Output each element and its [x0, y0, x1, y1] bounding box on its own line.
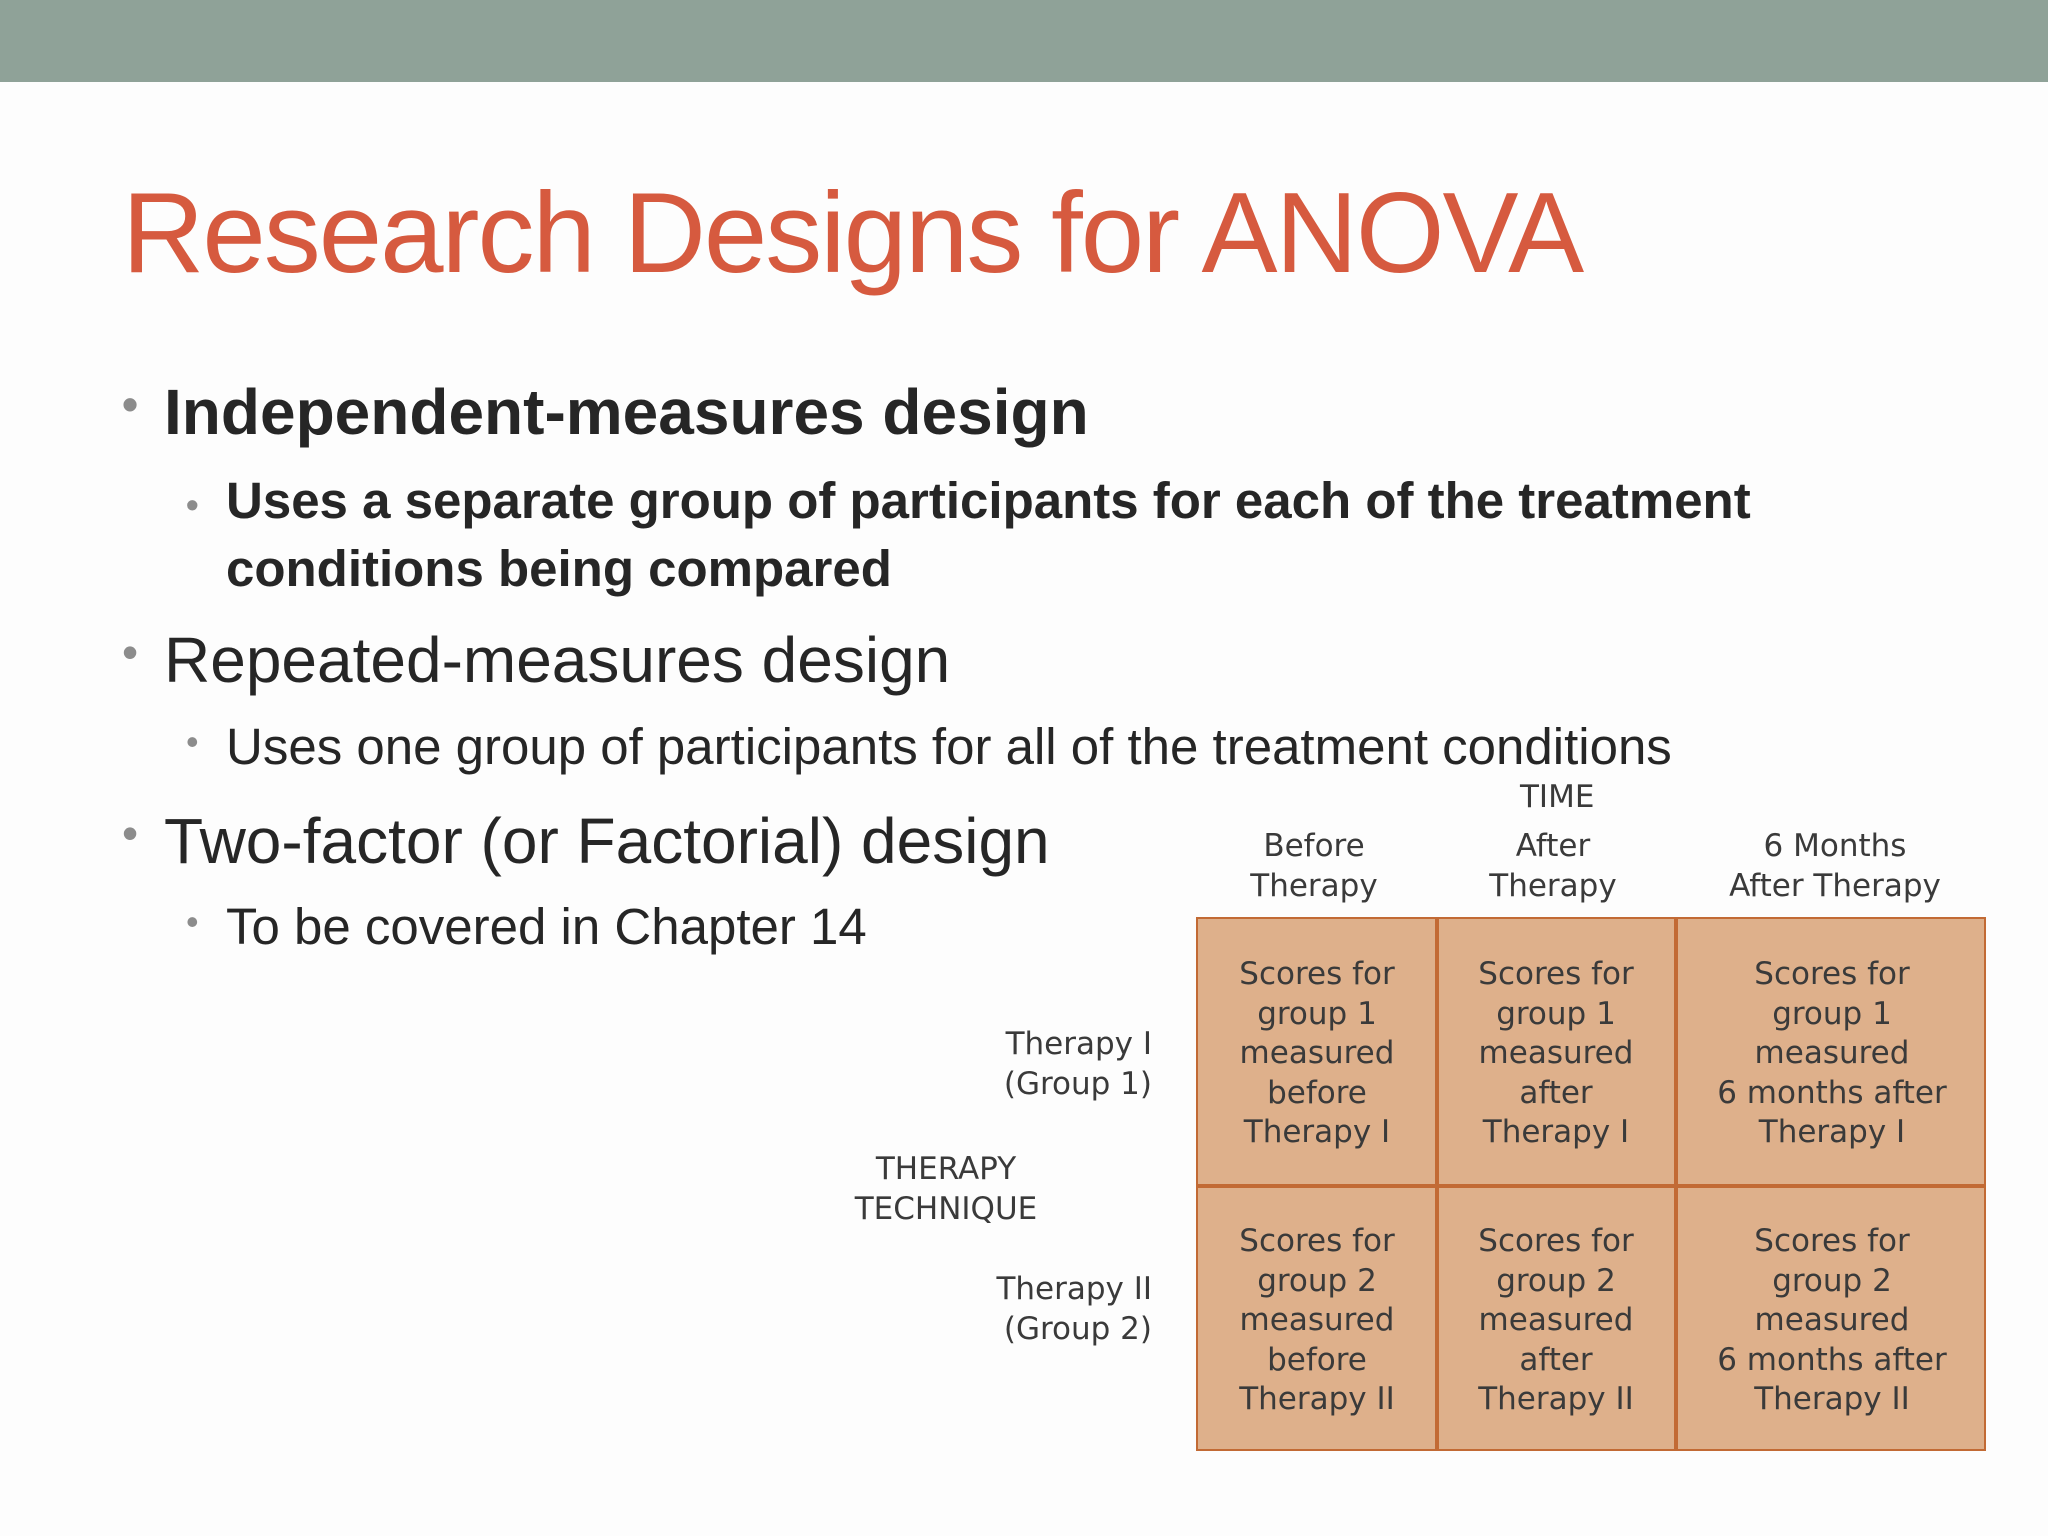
- cell-group1-after: Scores for group 1 measured after Therapy I: [1478, 956, 1634, 1150]
- column-header-after: After Therapy: [1489, 828, 1617, 904]
- cell-group1-6-months: Scores for group 1 measured 6 months after Therapy I: [1717, 956, 1947, 1150]
- sub-bullet-repeated-measures: • Uses one group of participants for all of the treatment conditions: [186, 718, 1672, 775]
- bullet-dot-icon: •: [186, 721, 199, 762]
- row-label-therapy-2: Therapy II (Group 2): [996, 1271, 1152, 1347]
- bullet-dot-icon: •: [186, 901, 199, 942]
- bullet-repeated-measures: • Repeated-measures design: [122, 624, 951, 696]
- bullet-dot-icon: •: [122, 807, 139, 859]
- top-accent-bar: [0, 0, 2048, 82]
- row-label-therapy-1: Therapy I (Group 1): [1003, 1026, 1152, 1102]
- column-header-6-months: 6 Months After Therapy: [1729, 828, 1941, 904]
- bullet-independent-measures: • Independent-measures design: [122, 376, 1089, 448]
- cell-group2-6-months: Scores for group 2 measured 6 months after Therapy II: [1717, 1223, 1947, 1417]
- bullet-dot-icon: •: [122, 378, 139, 430]
- cell-group2-before: Scores for group 2 measured before Therapy II: [1239, 1223, 1395, 1417]
- grid-divider: [1198, 1184, 1984, 1188]
- cell-group1-before: Scores for group 1 measured before Therapy I: [1239, 956, 1395, 1150]
- factorial-design-grid: [1196, 917, 1986, 1451]
- bullet-two-factor: • Two-factor (or Factorial) design: [122, 805, 1050, 877]
- cell-group2-after: Scores for group 2 measured after Therapy II: [1478, 1223, 1634, 1417]
- slide-title: Research Designs for ANOVA: [122, 170, 1583, 297]
- bullet-dot-icon: •: [186, 484, 199, 525]
- time-axis-label: TIME: [1520, 779, 1595, 815]
- bullet-dot-icon: •: [122, 626, 139, 678]
- therapy-technique-axis-label: THERAPY TECHNIQUE: [854, 1151, 1038, 1227]
- sub-bullet-independent-measures: • Uses a separate group of participants for each of the treatment conditions being compared: [186, 472, 1751, 597]
- column-header-before: Before Therapy: [1250, 828, 1378, 904]
- sub-bullet-two-factor: • To be covered in Chapter 14: [186, 898, 867, 955]
